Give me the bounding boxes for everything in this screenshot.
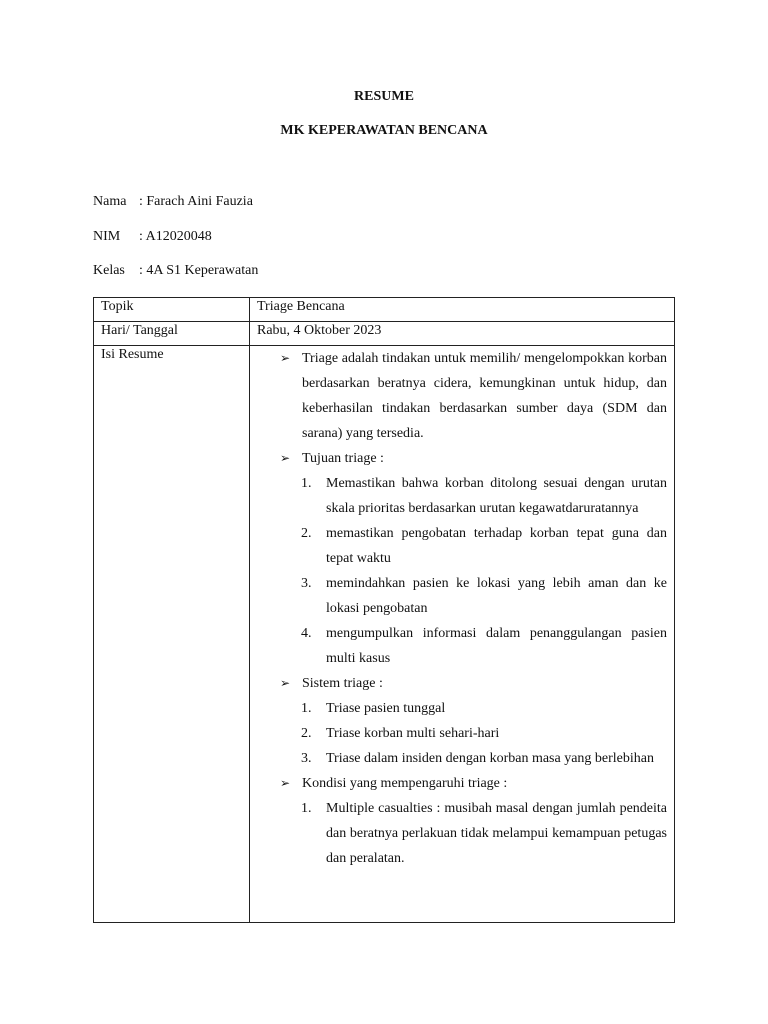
- item-text: Triase pasien tunggal: [326, 701, 446, 716]
- resume-table: [93, 297, 675, 923]
- item-text: Multiple casualties : musibah masal dengan jumlah pendeita dan beratnya perlakuan tidak melampui kemampuan petugas dan peralatan.: [326, 801, 667, 866]
- tanggal-value: Rabu, 4 Oktober 2023: [250, 322, 675, 346]
- isi-label: Isi Resume: [94, 346, 250, 923]
- item-text: memastikan pengobatan terhadap korban tepat guna dan tepat waktu: [326, 526, 667, 566]
- list-item: [257, 796, 667, 871]
- list-item: [257, 571, 667, 621]
- item-number: 1.: [301, 476, 312, 491]
- arrow-bullet-icon: ➢: [280, 776, 291, 790]
- arrow-bullet-icon: ➢: [280, 676, 291, 690]
- tanggal-label: Hari/ Tanggal: [94, 322, 250, 346]
- table-row-tanggal: [94, 322, 675, 346]
- item-text: Memastikan bahwa korban ditolong sesuai dengan urutan skala prioritas berdasarkan urutan kegawatdaruratannya: [326, 476, 667, 516]
- nim-label: NIM: [93, 229, 121, 244]
- list-item: [257, 746, 667, 771]
- item-number: 3.: [301, 751, 312, 766]
- list-item: [257, 521, 667, 571]
- table-row-topik: [94, 298, 675, 322]
- table-row-isi: [94, 346, 675, 923]
- list-item: [257, 621, 667, 671]
- topik-value: Triage Bencana: [250, 298, 675, 322]
- identity-nim: [93, 228, 212, 246]
- item-number: 4.: [301, 626, 312, 641]
- document-title: RESUME: [354, 89, 414, 104]
- kelas-label: Kelas: [93, 263, 125, 278]
- isi-content: [250, 346, 675, 923]
- list-item: [257, 471, 667, 521]
- bullet-definition: [257, 346, 667, 446]
- item-text: Triase dalam insiden dengan korban masa yang berlebihan: [326, 751, 655, 766]
- identity-nama: [93, 193, 253, 211]
- bullet-text: Kondisi yang mempengaruhi triage :: [302, 776, 508, 791]
- nama-label: Nama: [93, 194, 127, 209]
- bullet-text: Tujuan triage :: [302, 451, 384, 466]
- item-text: Triase korban multi sehari-hari: [326, 726, 500, 741]
- bullet-text: Triage adalah tindakan untuk memilih/ mengelompokkan korban berdasarkan beratnya cidera, kemungkinan untuk hidup, dan keberhasilan tindakan berdasarkan sumber daya (SDM dan sarana) yang tersedia.: [302, 351, 667, 441]
- nama-value: : Farach Aini Fauzia: [139, 194, 253, 209]
- identity-kelas: [93, 262, 258, 280]
- item-text: memindahkan pasien ke lokasi yang lebih aman dan ke lokasi pengobatan: [326, 576, 667, 616]
- topik-label: Topik: [94, 298, 250, 322]
- list-item: [257, 696, 667, 721]
- arrow-bullet-icon: ➢: [280, 351, 291, 365]
- bullet-sistem: [257, 671, 667, 696]
- item-text: mengumpulkan informasi dalam penanggulangan pasien multi kasus: [326, 626, 667, 666]
- item-number: 2.: [301, 726, 312, 741]
- document-subtitle: MK KEPERAWATAN BENCANA: [280, 123, 488, 138]
- bullet-text: Sistem triage :: [302, 676, 383, 691]
- list-item: [257, 721, 667, 746]
- nim-value: : A12020048: [139, 229, 212, 244]
- item-number: 1.: [301, 701, 312, 716]
- item-number: 1.: [301, 801, 312, 816]
- kelas-value: : 4A S1 Keperawatan: [139, 263, 259, 278]
- bullet-tujuan: [257, 446, 667, 471]
- bullet-kondisi: [257, 771, 667, 796]
- item-number: 3.: [301, 576, 312, 591]
- arrow-bullet-icon: ➢: [280, 451, 291, 465]
- item-number: 2.: [301, 526, 312, 541]
